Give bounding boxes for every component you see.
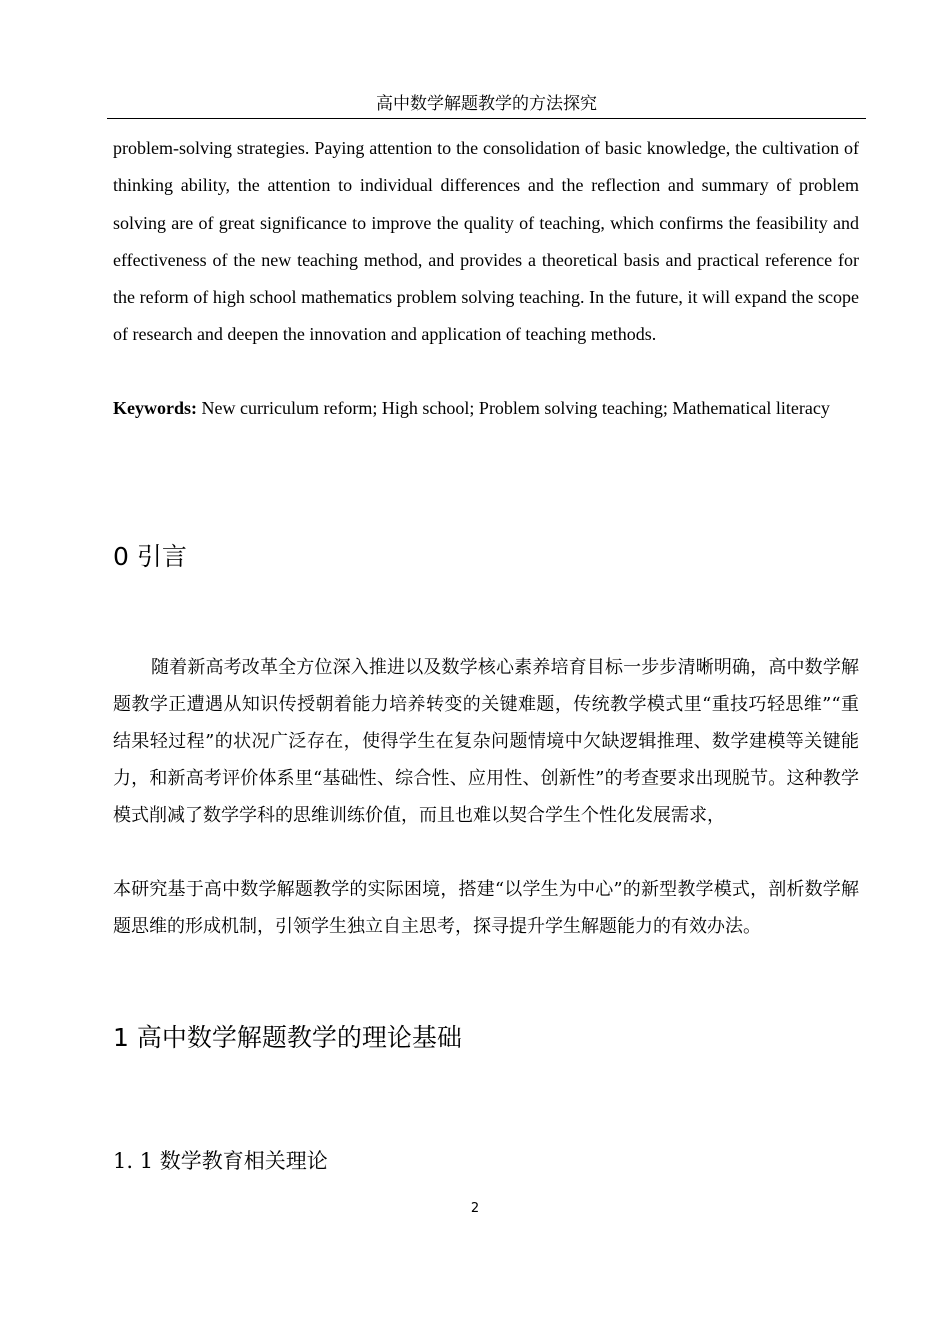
introduction-paragraph-1: 随着新高考改革全方位深入推进以及数学核心素养培育目标一步步清晰明确，高中数学解题教学正遭遇从知识传授朝着能力培养转变的关键难题，传统教学模式里“重技巧轻思维”“重结果轻过程”的状况广泛存在，使得学生在复杂问题情境中欠缺逻辑推理、数学建模等关键能力，和新高考评价体系里“基础性、综合性、应用性、创新性”的考查要求出现脱节。这种教学模式削减了数学学科的思维训练价值，而且也难以契合学生个性化发展需求， (113, 657, 859, 826)
section-heading-theory: 1 高中数学解题教学的理论基础 (113, 1023, 462, 1052)
keywords-label: Keywords: (113, 398, 197, 418)
keywords-text: New curriculum reform; High school; Problem solving teaching; Mathematical literacy (197, 398, 830, 418)
section-heading-introduction: 0 引言 (113, 542, 187, 571)
page-number: 2 (470, 1201, 480, 1216)
subsection-heading (113, 1146, 328, 1176)
subsection-title: 数学教育相关理论 (153, 1149, 328, 1173)
running-header: 高中数学解题教学的方法探究 (107, 92, 866, 119)
abstract-paragraph: problem-solving strategies. Paying attention to the consolidation of basic knowledge, the cultivation of thinking ability, the attention to individual differences and the reflection and summary of problem solving are of great significance to improve the quality of teaching, which confirms the feasibility and effectiveness of the new teaching method, and provides a theoretical basis and practical reference for the reform of high school mathematics problem solving teaching. In the future, it will expand the scope of research and deepen the innovation and application of teaching methods. (113, 138, 859, 345)
subsection-number: 1. 1 (113, 1149, 154, 1173)
keywords-paragraph (113, 390, 859, 427)
introduction-paragraph-2: 本研究基于高中数学解题教学的实际困境，搭建“以学生为中心”的新型教学模式，剖析数学解题思维的形成机制，引领学生独立自主思考，探寻提升学生解题能力的有效办法。 (113, 879, 859, 937)
